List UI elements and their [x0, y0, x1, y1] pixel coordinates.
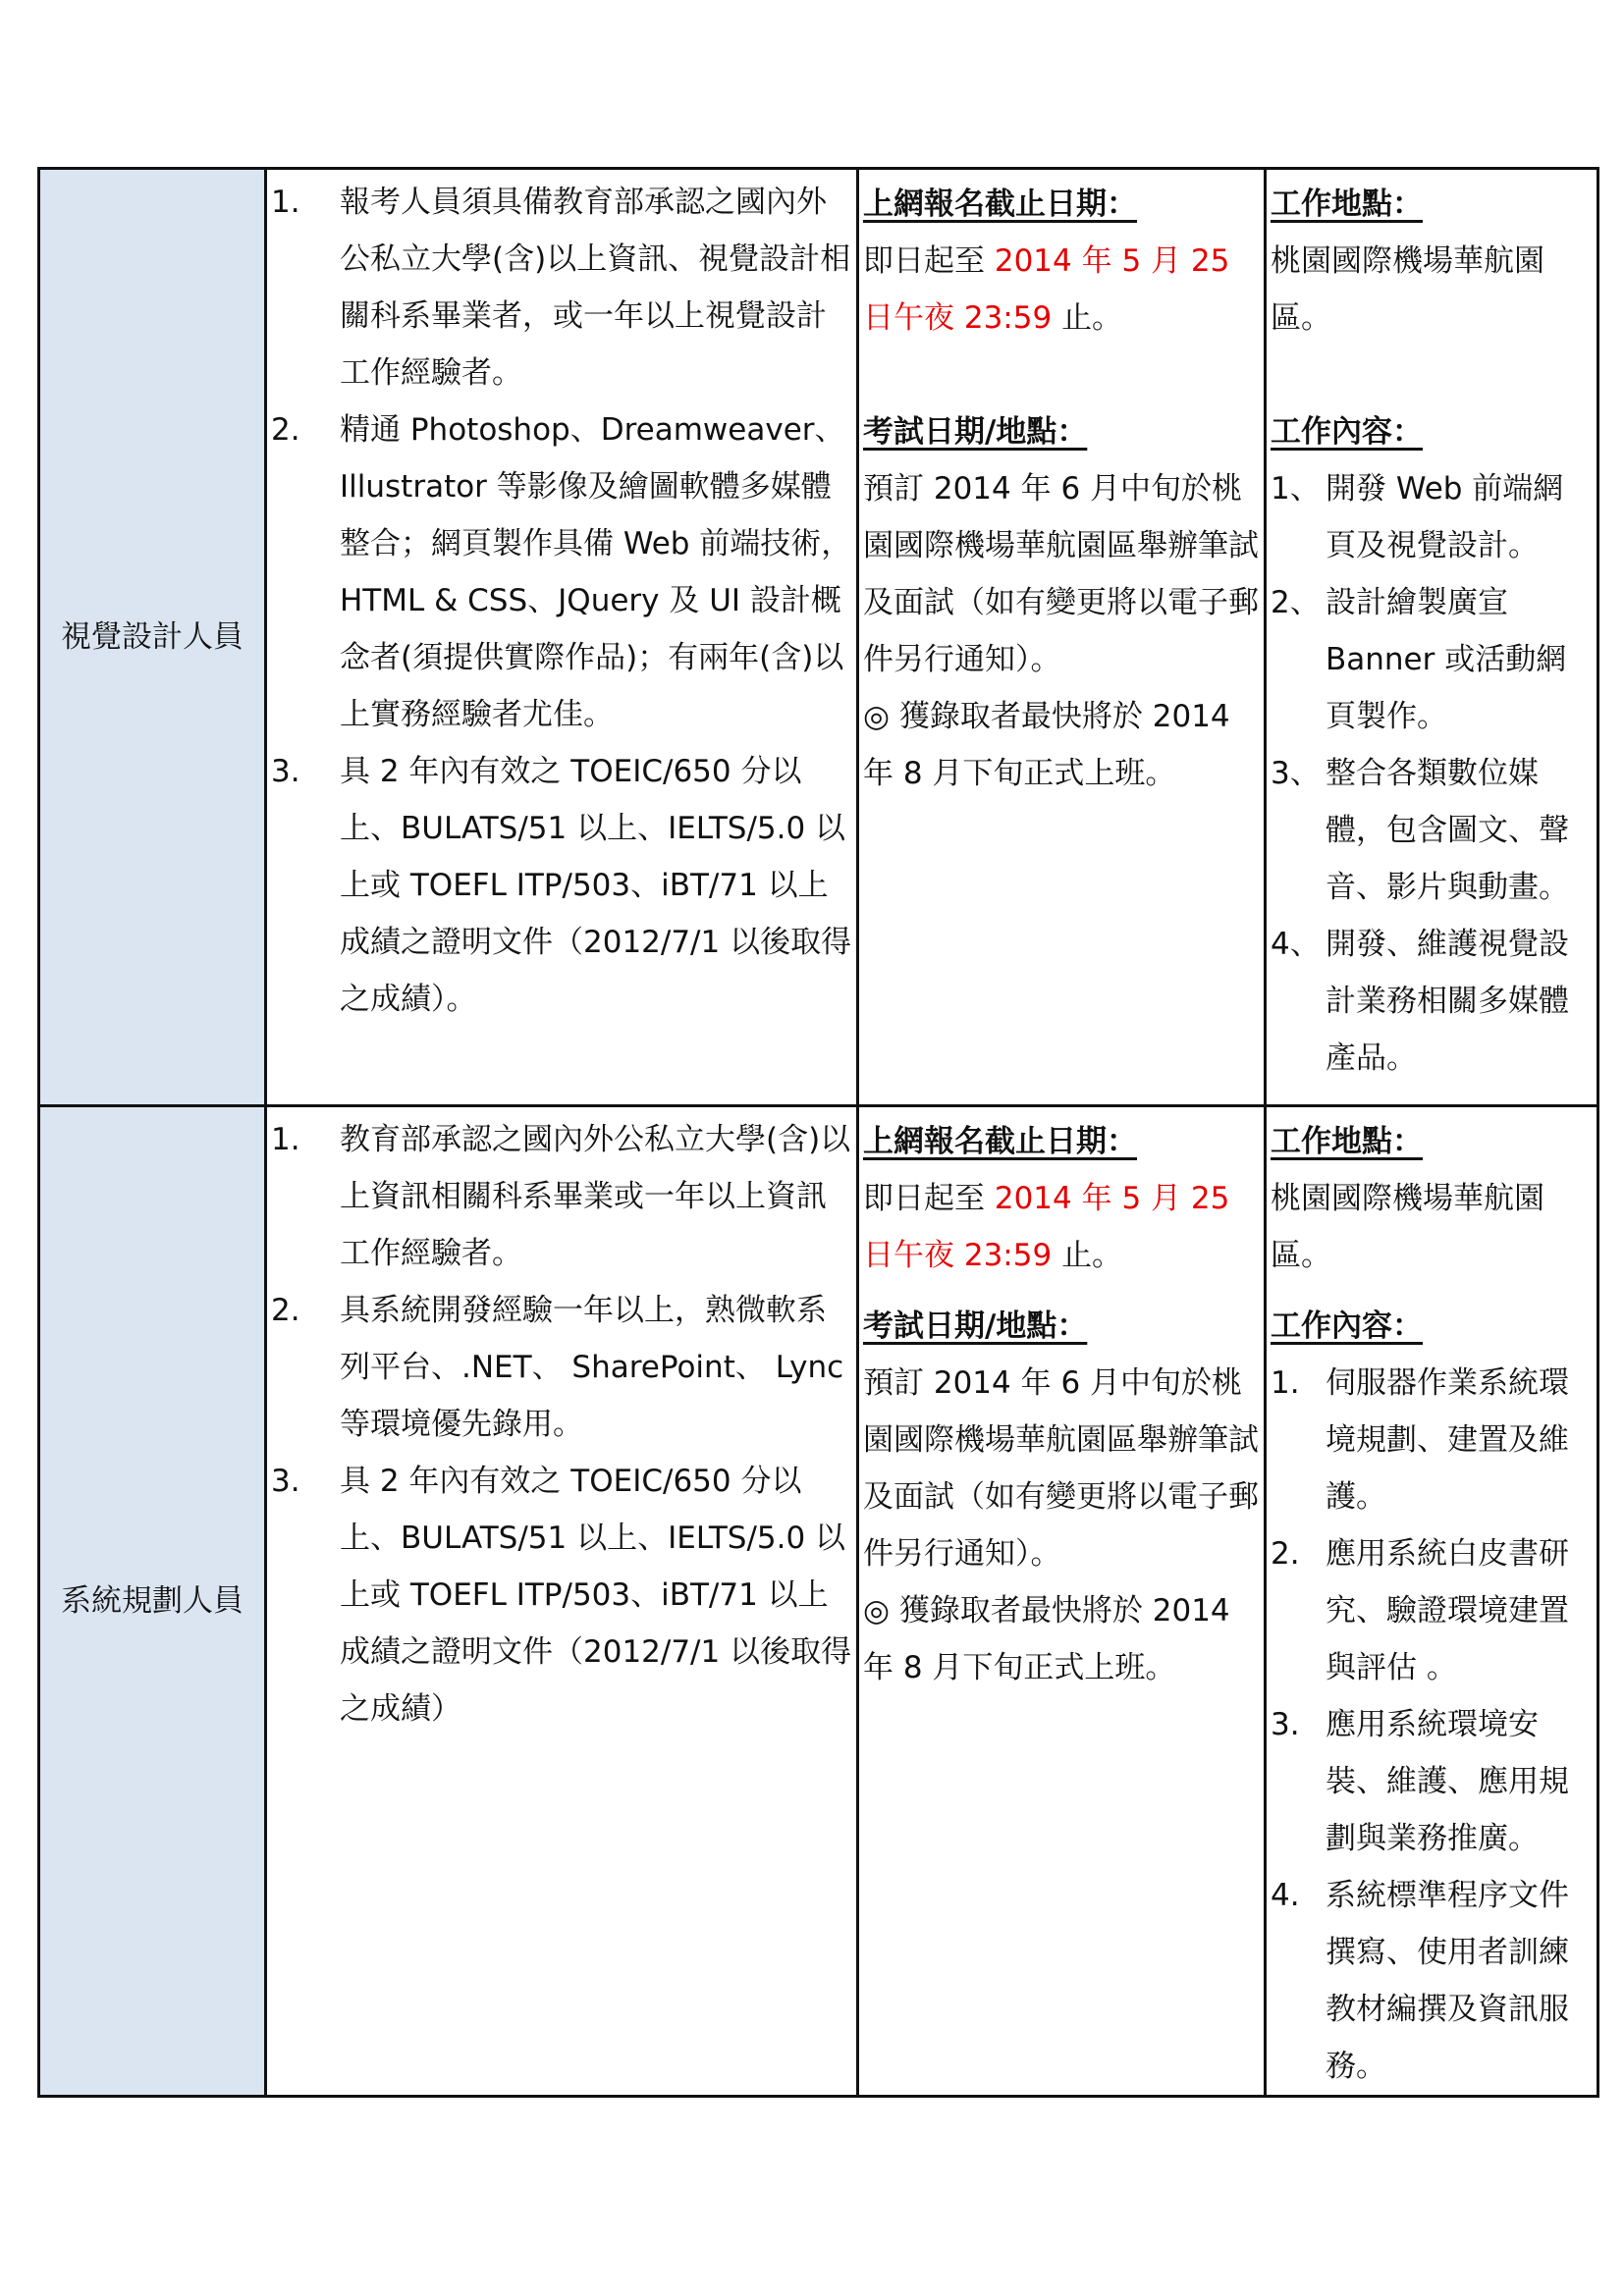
content-label: 工作內容：	[1271, 414, 1423, 450]
location-text: 桃園國際機場華航園區。	[1271, 1181, 1544, 1273]
list-item: 2. 精通 Photoshop、Dreamweaver、Illustrator 等影像及繪圖軟體多媒體整合；網頁製作具備 Web 前端技術，HTML & CSS、JQuery 及 UI 設計概念者(須提供實際作品)；有兩年(含)以上實務經驗者尤佳。	[271, 412, 852, 732]
requirements-cell	[266, 169, 858, 1106]
location-text: 桃園國際機場華航園區。	[1271, 243, 1544, 336]
job-title-cell	[39, 169, 266, 1106]
exam-label: 考試日期/地點：	[863, 414, 1088, 450]
list-item: 2. 應用系統白皮書研究、驗證環境建置與評估 。	[1271, 1536, 1569, 1685]
list-item: 1、 開發 Web 前端網頁及視覺設計。	[1271, 471, 1564, 563]
location-label: 工作地點：	[1271, 1124, 1423, 1159]
work-content-list	[1271, 460, 1593, 1087]
schedule-cell	[858, 1106, 1266, 2097]
job-title: 視覺設計人員	[61, 619, 244, 655]
list-item: 3. 具 2 年內有效之 TOEIC/650 分以上、BULATS/51 以上、IELTS/5.0 以上或 TOEFL ITP/503、iBT/71 以上成績之證明文件（2012/7/1 以後取得之成績）	[271, 1464, 852, 1727]
work-content-list	[1271, 1355, 1593, 2095]
list-item: 3. 應用系統環境安裝、維護、應用規劃與業務推廣。	[1271, 1707, 1569, 1856]
list-item: 3、 整合各類數位媒體，包含圖文、聲音、影片與動畫。	[1271, 756, 1569, 905]
start-note: ◎ 獲錄取者最快將於 2014 年 8 月下旬正式上班。	[863, 1593, 1230, 1685]
content-label: 工作內容：	[1271, 1308, 1423, 1344]
list-item: 4. 系統標準程序文件撰寫、使用者訓練教材編撰及資訊服務。	[1271, 1878, 1569, 2084]
exam-label: 考試日期/地點：	[863, 1308, 1088, 1344]
list-item: 2. 具系統開發經驗一年以上，熟微軟系列平台、.NET、 SharePoint、 Lync 等環境優先錄用。	[271, 1293, 844, 1442]
requirements-cell	[266, 1106, 858, 2097]
requirements-list	[267, 1107, 856, 1737]
list-item: 1. 教育部承認之國內外公私立大學(含)以上資訊相關科系畢業或一年以上資訊工作經驗者。	[271, 1122, 851, 1271]
table-row	[39, 1106, 1598, 2097]
deadline-text: 即日起至 2014 年 5 月 25 日午夜 23:59 止。	[863, 1181, 1230, 1273]
deadline-label: 上網報名截止日期：	[863, 187, 1137, 222]
exam-text: 預訂 2014 年 6 月中旬於桃園國際機場華航園區舉辦筆試及面試（如有變更將以電子郵件另行通知）。	[863, 471, 1259, 677]
job-title: 系統規劃人員	[61, 1583, 244, 1619]
requirements-list	[267, 170, 856, 1028]
list-item: 3. 具 2 年內有效之 TOEIC/650 分以上、BULATS/51 以上、IELTS/5.0 以上或 TOEFL ITP/503、iBT/71 以上成績之證明文件（2012/7/1 以後取得之成績）。	[271, 754, 852, 1017]
job-listing-table	[37, 167, 1599, 2098]
work-cell	[1266, 1106, 1598, 2097]
exam-text: 預訂 2014 年 6 月中旬於桃園國際機場華航園區舉辦筆試及面試（如有變更將以電子郵件另行通知）。	[863, 1365, 1259, 1572]
location-label: 工作地點：	[1271, 187, 1423, 222]
work-cell	[1266, 169, 1598, 1106]
start-note: ◎ 獲錄取者最快將於 2014 年 8 月下旬正式上班。	[863, 699, 1230, 791]
list-item: 1. 伺服器作業系統環境規劃、建置及維護。	[1271, 1365, 1569, 1515]
list-item: 2、 設計繪製廣宣 Banner 或活動網頁製作。	[1271, 585, 1567, 734]
table-row	[39, 169, 1598, 1106]
job-title-cell	[39, 1106, 266, 2097]
deadline-label: 上網報名截止日期：	[863, 1124, 1137, 1159]
list-item: 4、 開發、維護視覺設計業務相關多媒體產品。	[1271, 927, 1569, 1076]
deadline-text: 即日起至 2014 年 5 月 25 日午夜 23:59 止。	[863, 243, 1230, 336]
list-item: 1. 報考人員須具備教育部承認之國內外公私立大學(含)以上資訊、視覺設計相關科系畢業者，或一年以上視覺設計工作經驗者。	[271, 185, 851, 391]
schedule-cell	[858, 169, 1266, 1106]
deadline-date: 2014 年 5 月 25 日午夜 23:59	[863, 1181, 1230, 1273]
deadline-date: 2014 年 5 月 25 日午夜 23:59	[863, 243, 1230, 336]
